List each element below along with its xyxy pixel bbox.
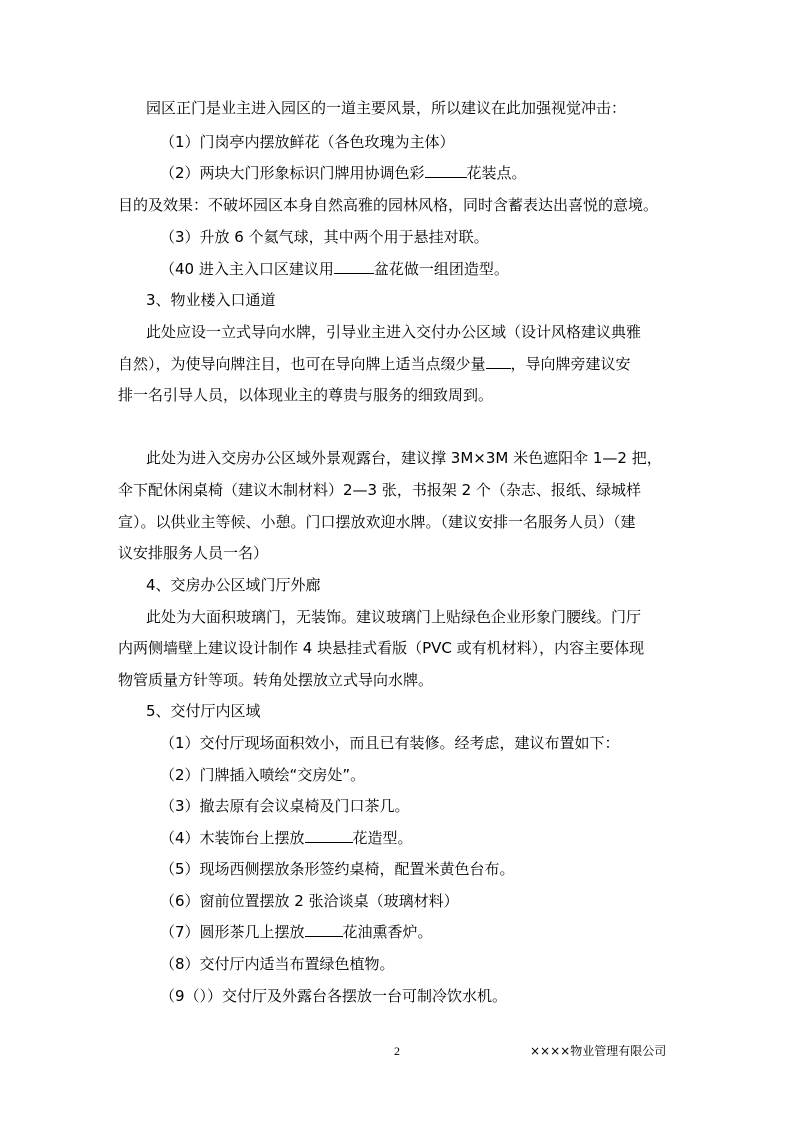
paragraph-line: 议安排服务人员一名） [118, 544, 269, 562]
section-heading: 5、交付厅内区域 [146, 702, 261, 720]
list-item: （4）木装饰台上摆放 花造型。 [160, 829, 413, 847]
paragraph-line: 目的及效果：不破坏园区本身自然高雅的园林风格，同时含蓄表达出喜悦的意境。 [118, 196, 659, 214]
list-item: （3）撤去原有会议桌椅及门口茶几。 [160, 797, 410, 815]
list-item: （40 进入主入口区建议用 盆花做一组团造型。 [160, 260, 509, 278]
paragraph-line: 排一名引导人员，以体现业主的尊贵与服务的细致周到。 [118, 386, 494, 404]
page-number: 2 [394, 1044, 400, 1058]
list-item: （1）交付厅现场面积效小，而且已有装修。经考虑，建议布置如下： [160, 734, 620, 752]
section-heading: 3、物业楼入口通道 [146, 291, 276, 309]
list-item: （3）升放 6 个氦气球，其中两个用于悬挂对联。 [160, 228, 489, 246]
paragraph-line: 自然），为使导向牌注目，也可在导向牌上适当点缀少量 ，导向牌旁建议安 [118, 355, 631, 373]
list-item: （7）圆形茶几上摆放 花油熏香炉。 [160, 923, 433, 941]
list-item: （9（））交付厅及外露台各摆放一台可制冷饮水机。 [160, 987, 508, 1005]
fill-in-blank [305, 922, 343, 937]
list-item: （8）交付厅内适当布置绿色植物。 [160, 955, 395, 973]
paragraph-line: 此处为大面积玻璃门，无装饰。建议玻璃门上贴绿色企业形象门腰线。门厅 [146, 608, 642, 626]
paragraph-line: 宣）。以供业主等候、小憩。门口摆放欢迎水牌。（建议安排一名服务人员）（建 [118, 513, 636, 531]
fill-in-blank [425, 163, 467, 178]
paragraph-line: 此处为进入交房办公区域外景观露台，建议撑 3M×3M 米色遮阳伞 1—2 把， [146, 449, 662, 467]
paragraph-line: 内两侧墙壁上建议设计制作 4 块悬挂式看版（PVC 或有机材料），内容主要体现 [118, 639, 645, 657]
footer-company-name: ××××物业管理有限公司 [530, 1044, 667, 1058]
fill-in-blank [305, 828, 353, 843]
list-item: （1）门岗亭内摆放鲜花（各色玫瑰为主体） [160, 133, 455, 151]
list-item: （5）现场西侧摆放条形签约桌椅，配置米黄色台布。 [160, 860, 515, 878]
fill-in-blank [334, 259, 374, 274]
list-item: （2）两块大门形象标识门牌用协调色彩 花装点。 [160, 164, 527, 182]
list-item: （6）窗前位置摆放 2 张洽谈桌（玻璃材料） [160, 892, 459, 910]
list-item: （2）门牌插入喷绘“交房处”。 [160, 766, 366, 784]
paragraph-line: 此处应设一立式导向水牌，引导业主进入交付办公区域（设计风格建议典雅 [146, 323, 642, 341]
paragraph-line: 物管质量方针等项。转角处摆放立式导向水牌。 [118, 671, 434, 689]
paragraph-line: 园区正门是业主进入园区的一道主要风景，所以建议在此加强视觉冲击： [146, 99, 627, 117]
section-heading: 4、交房办公区域门厅外廊 [146, 576, 321, 594]
paragraph-line: 伞下配休闲桌椅（建议木制材料）2—3 张，书报架 2 个（杂志、报纸、绿城样 [118, 481, 641, 499]
fill-in-blank [486, 354, 511, 369]
